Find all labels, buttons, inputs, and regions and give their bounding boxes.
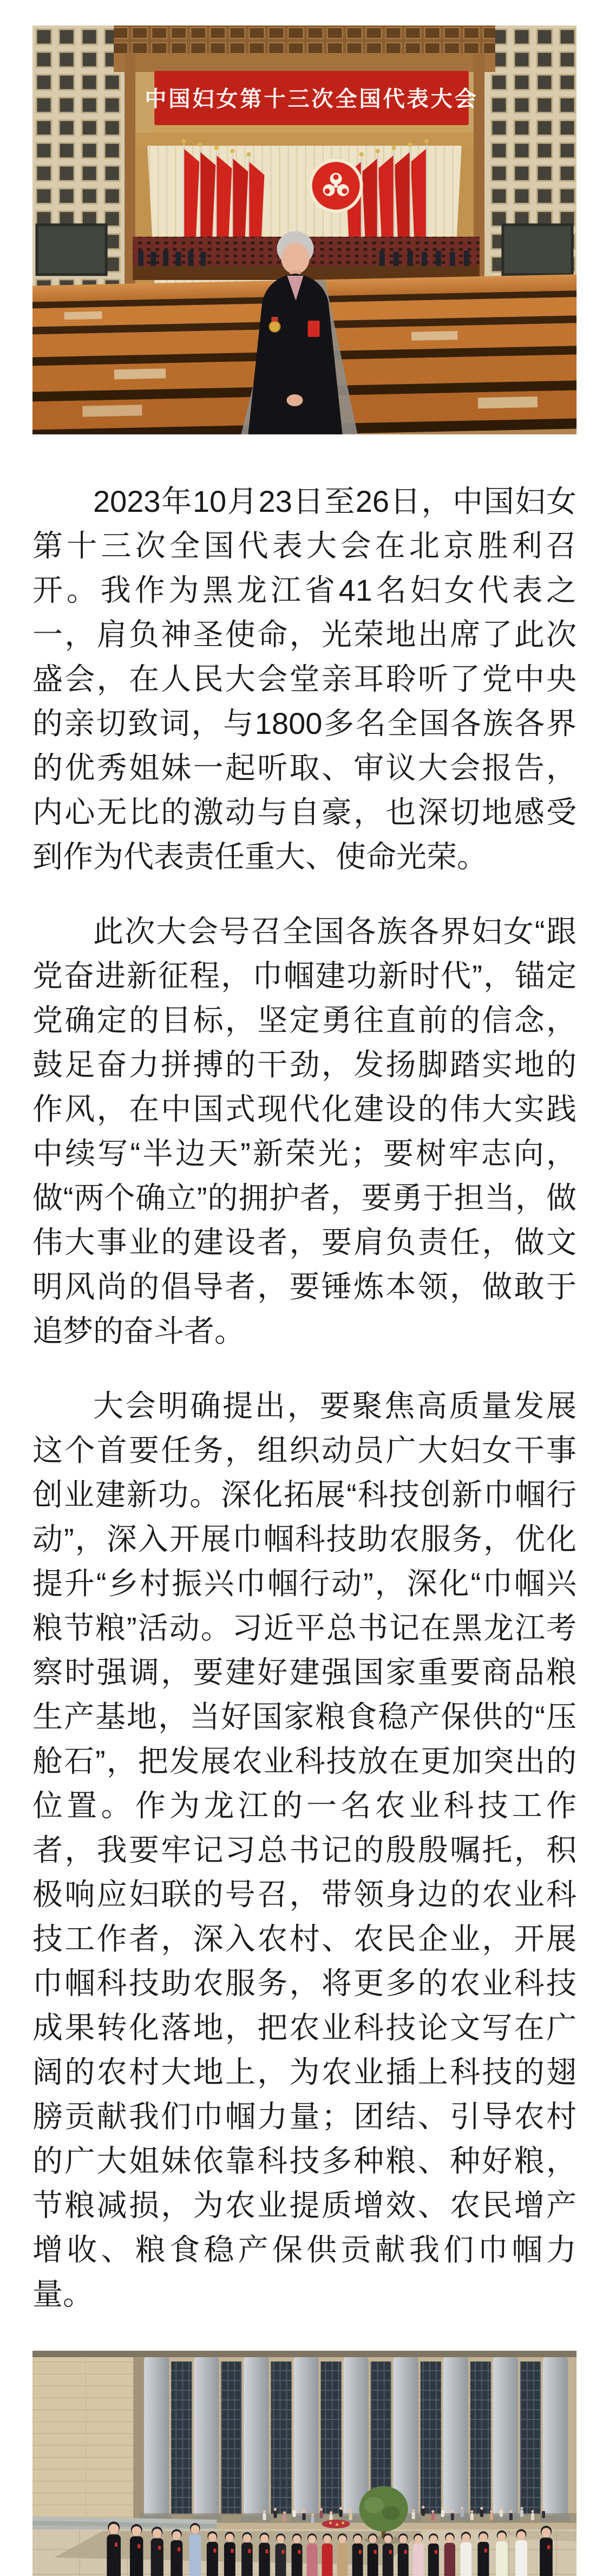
- acwf-emblem-icon: [309, 159, 363, 213]
- group-photo-illustration: [32, 2351, 577, 2576]
- right-screen: [503, 225, 572, 275]
- paragraph-1: 2023年10月23日至26日，中国妇女第十三次全国代表大会在北京胜利召开。我作为黑龙江省41名妇女代表之一，肩负神圣使命，光荣地出席了此次盛会，在人民大会堂亲耳聆听了党中央的亲切致词，与1800多名全国各族各界的优秀姐妹一起听取、审议大会报告，内心无比的激动与自豪，也深切地感受到作为代表责任重大、使命光荣。: [32, 484, 577, 874]
- delegate-badge: [308, 321, 320, 337]
- paragraph-2: 此次大会号召全国各族各界妇女“跟党奋进新征程，巾帼建功新时代”，锚定党确定的目标，坚定勇往直前的信念，鼓足奋力拼搏的干劲，发扬脚踏实地的作风，在中国式现代化建设的伟大实践中续写“半边天”新荣光；要树牢志向，做“两个确立”的拥护者，要勇于担当，做伟大事业的建设者，要肩负责任，做文明风尚的倡导者，要锤炼本领，做敢于追梦的奋斗者。: [32, 914, 577, 1348]
- wood-beam: [114, 54, 495, 72]
- paragraph-3: 大会明确提出，要聚焦高质量发展这个首要任务，组织动员广大妇女干事创业建新功。深化拓展“科技创新巾帼行动”，深入开展巾帼科技助农服务，优化提升“乡村振兴巾帼行动”，深化“巾帼兴粮节粮”活动。习近平总书记在黑龙江考察时强调，要建好建强国家重要商品粮生产基地，当好国家粮食稳产保供的“压舱石”，把发展农业科技放在更加突出的位置。作为龙江的一名农业科技工作者，我要牢记习总书记的殷殷嘱托，积极响应妇联的号召，带领身边的农业科技工作者，深入农村、农民企业，开展巾帼科技助农服务，将更多的农业科技成果转化落地，把农业科技论文写在广阔的农村大地上，为农业插上科技的翅膀贡献我们巾帼力量；团结、引导农村的广大姐妹依靠科技多种粮、种好粮，节粮减损，为农业提质增效、农民增产增收、粮食稳产保供贡献我们巾帼力量。: [32, 1389, 577, 2311]
- roof-frieze: [32, 2351, 577, 2357]
- left-screen: [37, 225, 106, 275]
- flower-bed: [322, 2520, 350, 2528]
- hands: [286, 394, 303, 406]
- medal: [269, 321, 280, 332]
- valance: [135, 133, 474, 146]
- colonnade: [141, 2357, 571, 2522]
- congress-hall-illustration: [32, 25, 577, 434]
- wood-ceiling: [114, 25, 495, 58]
- photo-congress-hall[interactable]: [32, 25, 577, 434]
- photo-group-outside-great-hall[interactable]: [32, 2351, 577, 2576]
- banner-text: 中国妇女第十三次全国代表大会: [145, 87, 479, 111]
- congress-banner: [145, 71, 478, 133]
- article-body: [32, 479, 577, 2317]
- face: [281, 243, 309, 274]
